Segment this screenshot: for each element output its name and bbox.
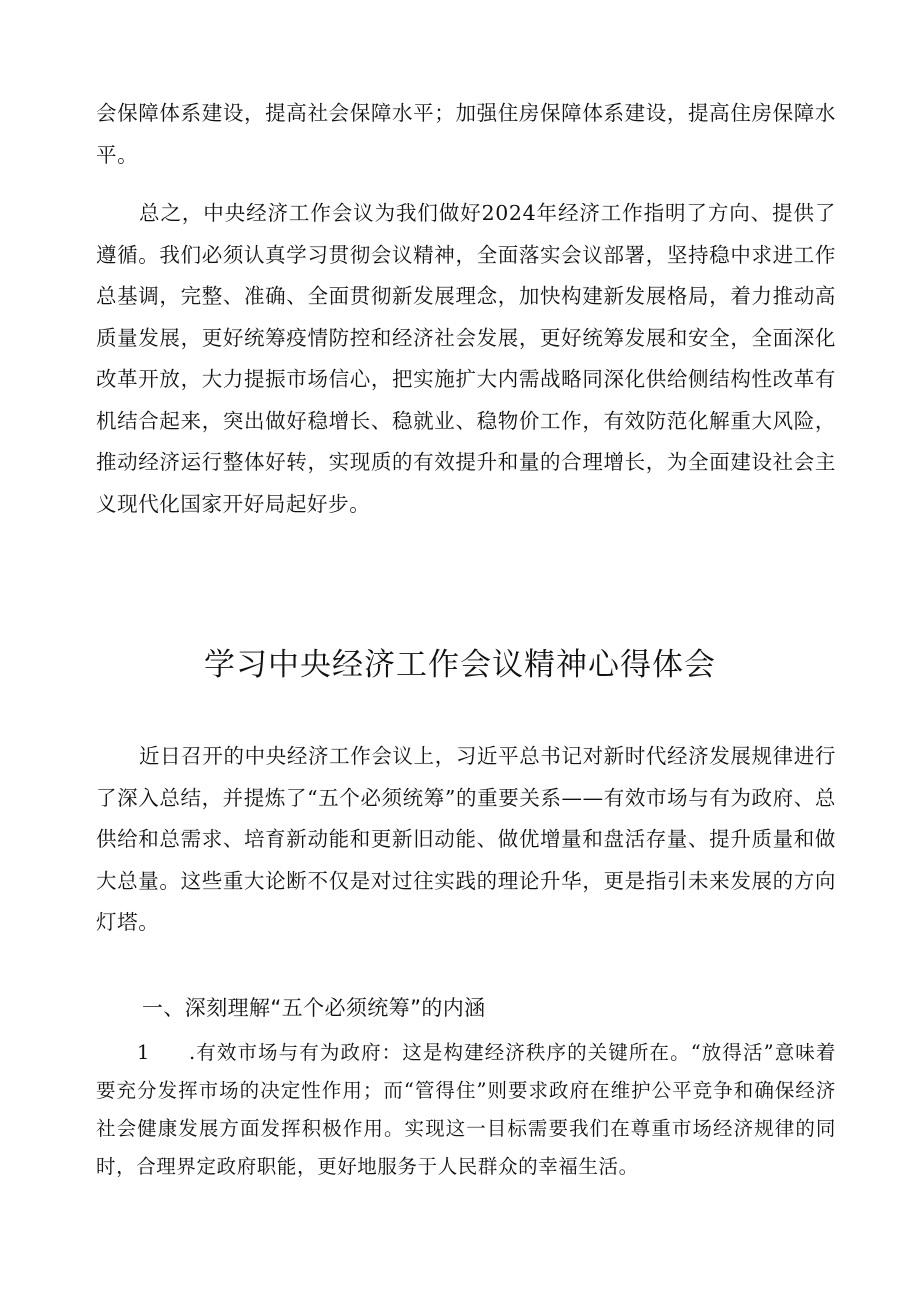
paragraph-point-1 bbox=[96, 1034, 836, 1186]
paragraph-summary: 总之，中央经济工作会议为我们做好2024年经济工作指明了方向、提供了遵循。我们必须认真学习贯彻会议精神，全面落实会议部署，坚持稳中求进工作总基调，完整、准确、全面贯彻新发展理念，加快构建新发展格局，着力推动高质量发展，更好统筹疫情防控和经济社会发展，更好统筹发展和安全，全面深化改革开放，大力提振市场信心，把实施扩大内需战略同深化供给侧结构性改革有机结合起来，突出做好稳增长、稳就业、稳物价工作，有效防范化解重大风险，推动经济运行整体好转，实现质的有效提升和量的合理增长，为全面建设社会主义现代化国家开好局起好步。 bbox=[96, 201, 836, 516]
paragraph-intro: 近日召开的中央经济工作会议上，习近平总书记对新时代经济发展规律进行了深入总结，并提炼了“五个必须统筹”的重要关系——有效市场与有为政府、总供给和总需求、培育新动能和更新旧动能、做优增量和盘活存量、提升质量和做大总量。这些重大论断不仅是对过往实践的理论升华，更是指引未来发展的方向灯塔。 bbox=[96, 744, 836, 934]
article-title: 学习中央经济工作会议精神心得体会 bbox=[204, 647, 716, 683]
section-heading: 一、深刻理解“五个必须统筹”的内涵 bbox=[142, 996, 486, 1020]
paragraph-continued: 会保障体系建设，提高社会保障水平；加强住房保障体系建设，提高住房保障水平。 bbox=[96, 101, 836, 167]
point-text: .有效市场与有为政府：这是构建经济秩序的关键所在。“放得活”意味着要充分发挥市场的决定性作用；而“管得住”则要求政府在维护公平竞争和确保经济社会健康发展方面发挥积极作用。实现这一目标需要我们在尊重市场经济规律的同时，合理界定政府职能，更好地服务于人民群众的幸福生活。 bbox=[96, 1041, 836, 1178]
point-number: 1 bbox=[136, 1041, 150, 1064]
